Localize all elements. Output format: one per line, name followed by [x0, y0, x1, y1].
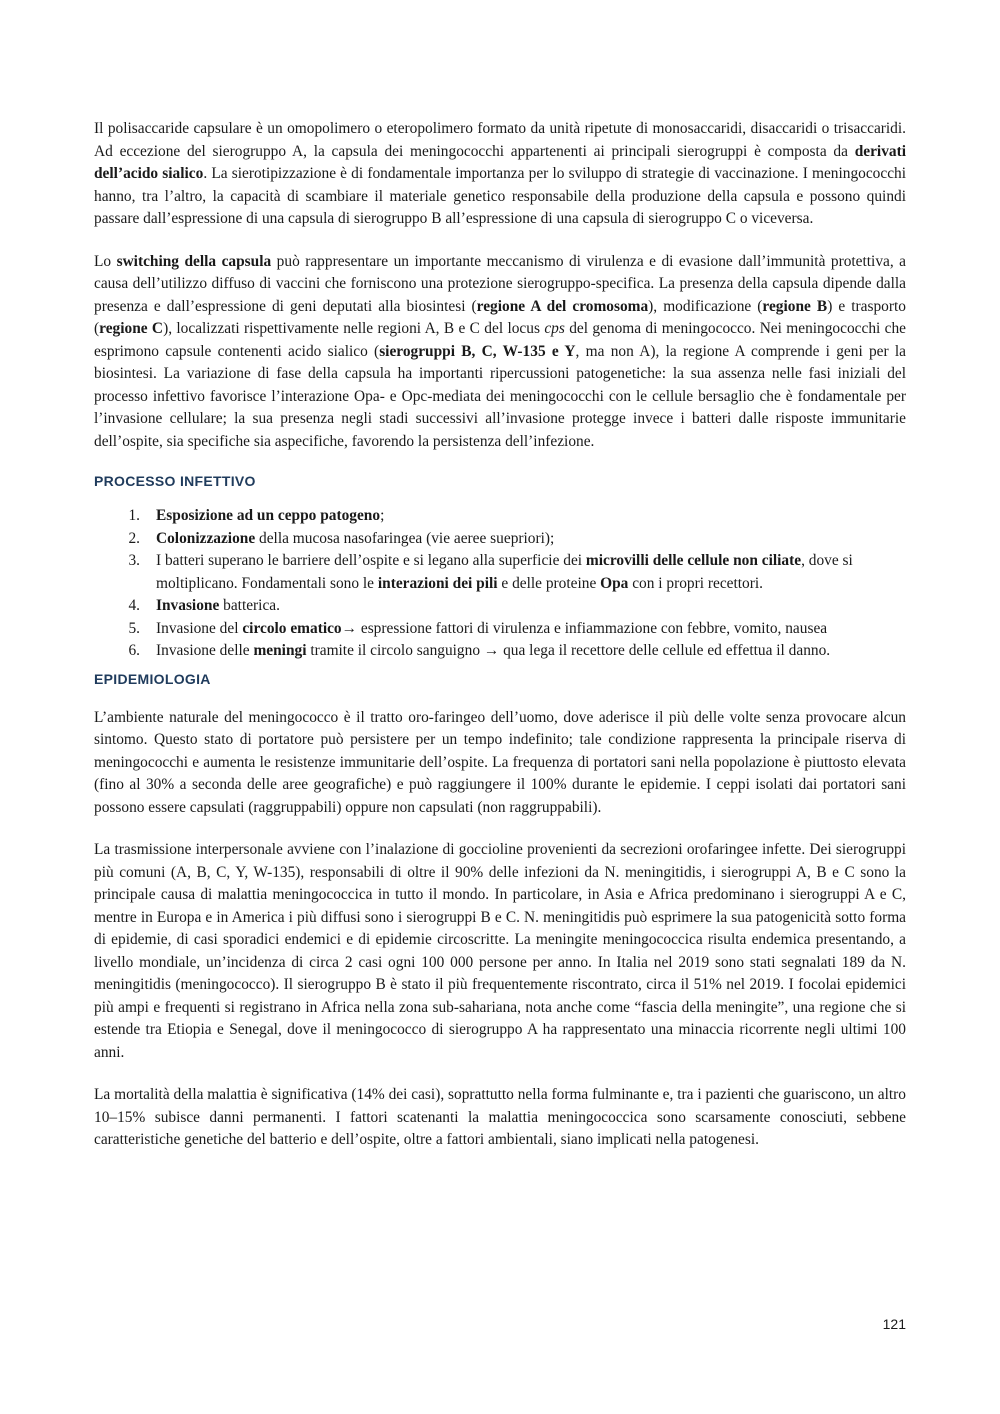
bold-text-run: regione B	[762, 297, 828, 315]
text-run: Il polisaccaride capsulare è un omopolimero o eteropolimero formato da unità ripetute di monosaccaridi, disaccaridi o trisaccaridi. Ad eccezione del sierogruppo A, la capsula dei meningococchi appartenenti ai principali sierogruppi è composta da	[94, 120, 906, 160]
text-run: . La sierotipizzazione è di fondamentale importanza per lo sviluppo di strategie di vaccinazione. I meningococchi hanno, tra l’altro, la capacità di scambiare il materiale genetico responsabile della produzione della capsula e possono quindi passare dall’espressione di una capsula di sierogruppo B all’espressione di una capsula di sierogruppo C o viceversa.	[94, 165, 907, 227]
bold-text-run: sierogruppi B, C, W-135 e Y	[379, 342, 576, 360]
text-run: La mortalità della malattia è significativa (14% dei casi), soprattutto nella forma fulminante e, tra i pazienti che guariscono, un altro 10–15% subisce danni permanenti. I fattori scatenanti la malattia meningococcica sono scarsamente conosciuti, sebbene caratteristiche genetiche del batterio e dell’ospite, oltre a fattori ambientali, siano implicati nella patogenesi.	[94, 1086, 906, 1148]
list-item-number: 2.	[128, 529, 140, 547]
text-run: della mucosa nasofaringea (vie aeree suepriori);	[255, 529, 555, 547]
bold-text-run: microvilli delle cellule non ciliate	[585, 552, 802, 569]
paragraph-natural-environment	[94, 707, 906, 820]
list-item-number: 4.	[128, 597, 140, 614]
list-item	[94, 595, 906, 618]
paragraph-transmission	[94, 839, 906, 1064]
list-item-number: 6.	[128, 642, 140, 659]
text-run: batterica.	[219, 597, 280, 614]
list-item	[94, 505, 906, 528]
italic-text-run: cps	[544, 320, 565, 337]
bold-text-run: Invasione	[156, 597, 220, 614]
list-item-text	[156, 528, 906, 551]
bold-text-run: regione C	[99, 320, 164, 337]
page-content	[94, 118, 906, 1172]
text-run: Invasione delle	[156, 642, 254, 659]
text-run: ), localizzati rispettivamente nelle regioni A, B e C del locus	[163, 320, 545, 337]
section-heading-epidemiologia: EPIDEMIOLOGIA	[94, 670, 211, 687]
infection-steps-list	[94, 505, 906, 663]
text-run: → espressione fattori di virulenza e infiammazione con febbre, vomito, nausea	[341, 619, 828, 637]
text-run: La trasmissione interpersonale avviene con l’inalazione di goccioline provenienti da secrezioni orofaringee infette. Dei sierogruppi più comuni (A, B, C, Y, W-135), responsabili di oltre il 90% delle infezioni da N. meningitidis, i sierogruppi A, B e C sono la principale causa di malattia meningococcica in tutto il mondo. In particolare, in Asia e Africa predominano i sierogruppi A e C, mentre in Europa e in America i più diffusi sono i sierogruppi B e C. N. meningitidis può esprimere la sua patogenicità sotto forma di epidemie, di casi sporadici endemici e di epidemie circoscritte. La meningite meningococcica risulta endemica presentando, a livello mondiale, un’incidenza di circa 2 casi ogni 100 000 persone per anno. In Italia nel 2019 sono stati segnalati 189 da N. meningitidis (meningococco). Il sierogruppo B è stato il più frequentemente riscontrato, circa il 51% nel 2019. I focolai epidemici più ampi e frequenti si registrano in Africa nella zona sub-sahariana, nota anche come “fascia della meningite”, una regione che si estende tra Etiopia e Senegal, dove il meningococco di sierogruppo A ha rappresentato una minaccia ricorrente negli ultimi 100 anni.	[94, 841, 906, 1061]
text-run: tramite il circolo sanguigno → qua lega il recettore delle cellule ed effettua il danno.	[306, 642, 831, 659]
bold-text-run: Colonizzazione	[156, 529, 256, 547]
paragraph-capsule-composition	[94, 118, 906, 231]
bold-text-run: circolo ematico	[242, 619, 342, 637]
text-run: ), modificazione (	[648, 297, 763, 315]
bold-text-run: Opa	[600, 574, 629, 592]
text-run: ) e trasporto (	[94, 297, 906, 337]
text-run: con i propri recettori.	[628, 574, 763, 592]
bold-text-run: meningi	[253, 642, 307, 659]
text-run: , ma non A), la regione A comprende i geni per la biosintesi. La variazione di fase della capsula ha importanti ripercussioni patogenetiche: la sua assenza nelle fasi iniziali del processo infettivo favorisce l’interazione Opa- e Opc-mediata dei meningococchi con le cellule bersaglio che è fondamentale per l’invasione cellulare; la sua presenza negli stadi successivi all’invasione protegge invece i batteri dalle risposte immunitarie dell’ospite, sia specifiche sia aspecifiche, favorendo la persistenza dell’infezione.	[94, 342, 907, 450]
list-item-number: 5.	[128, 619, 140, 637]
text-run: può rappresentare un importante meccanismo di virulenza e di evasione dall’immunità protettiva, a causa dell’utilizzo diffuso di vaccini che forniscono una protezione sierogruppo-specifica. La presenza della capsula dipende dalla presenza e dall’espressione di geni deputati alla biosintesi (	[94, 252, 907, 315]
text-run: Lo	[94, 252, 117, 270]
bold-text-run: interazioni dei pili	[377, 574, 498, 592]
list-item	[94, 528, 906, 551]
text-run: del genoma di meningococco. Nei meningococchi che esprimono capsule contenenti acido sialico (	[94, 320, 907, 360]
bold-text-run: switching della capsula	[116, 252, 272, 270]
list-item-text	[156, 505, 906, 528]
text-run: , dove si moltiplicano. Fondamentali sono le	[156, 552, 853, 592]
text-run: I batteri superano le barriere dell’ospite e si legano alla superficie dei	[156, 552, 586, 569]
list-item	[94, 618, 906, 641]
page-number: 121	[882, 1316, 906, 1332]
list-item-text	[156, 595, 906, 618]
list-item-number: 1.	[128, 507, 140, 524]
list-item-text	[156, 550, 906, 595]
bold-text-run: regione A del cromosoma	[476, 297, 649, 315]
list-item	[94, 550, 906, 595]
bold-text-run: Esposizione ad un ceppo patogeno	[156, 507, 381, 524]
list-item-number: 3.	[128, 552, 140, 569]
list-item-text	[156, 640, 906, 663]
text-run: ;	[380, 507, 385, 524]
list-item	[94, 640, 906, 663]
paragraph-capsule-switching	[94, 251, 906, 454]
text-run: L’ambiente naturale del meningococco è il tratto oro-faringeo dell’uomo, dove aderisce il più delle volte senza provocare alcun sintomo. Questo stato di portatore può persistere per un tempo indefinito; tale condizione rappresenta la principale riserva di meningococchi e aumenta le resistenze immunitarie dell’ospite. La frequenza di portatori sani nella popolazione è piuttosto elevata (fino al 30% a seconda delle aree geografiche) e può raggiungere il 100% durante le epidemie. I ceppi isolati dai portatori sani possono essere capsulati (raggruppabili) oppure non capsulati (non raggruppabili).	[94, 708, 906, 816]
paragraph-mortality	[94, 1084, 906, 1152]
bold-text-run: derivati dell’acido sialico	[94, 142, 906, 182]
section-heading-processo-infettivo: PROCESSO INFETTIVO	[94, 473, 256, 489]
text-run: e delle proteine	[497, 574, 601, 592]
text-run: Invasione del	[156, 619, 243, 637]
list-item-text	[156, 618, 906, 641]
